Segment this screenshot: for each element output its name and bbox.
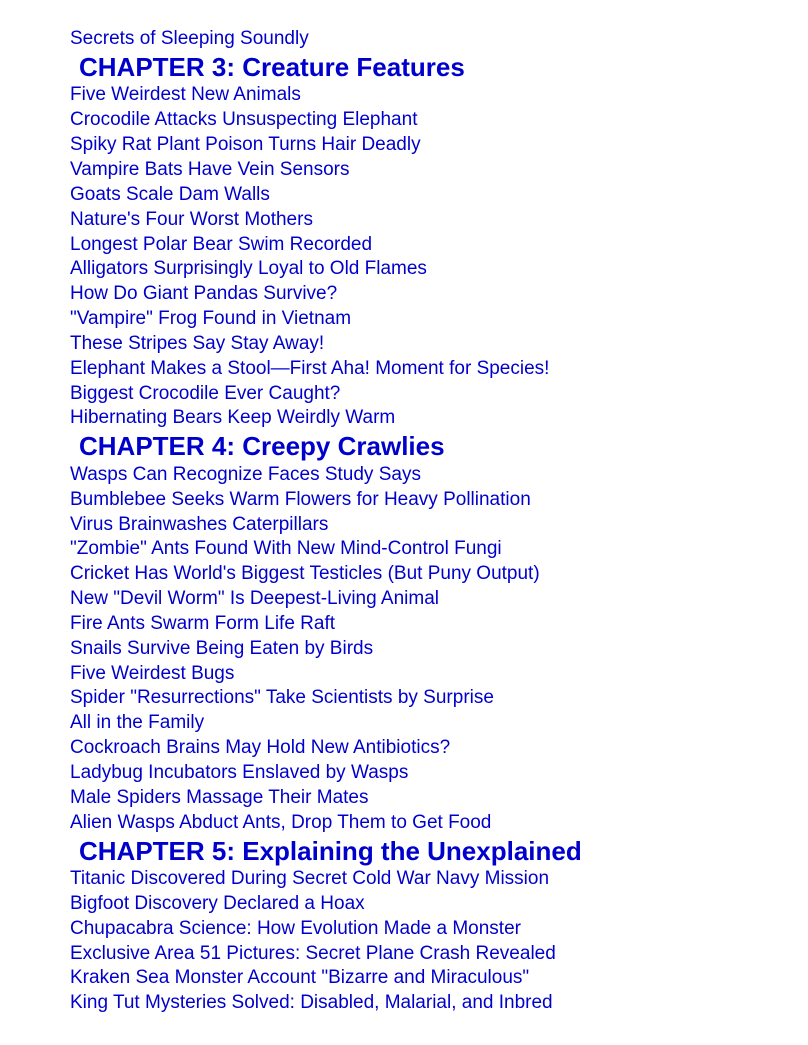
toc-link[interactable]: Five Weirdest Bugs	[70, 662, 235, 684]
toc-link[interactable]: Bigfoot Discovery Declared a Hoax	[70, 892, 365, 914]
toc-link[interactable]: Male Spiders Massage Their Mates	[70, 786, 369, 808]
toc-link[interactable]: These Stripes Say Stay Away!	[70, 332, 325, 354]
toc-link[interactable]: Five Weirdest New Animals	[70, 84, 301, 106]
toc-link[interactable]: Titanic Discovered During Secret Cold War Navy Mission	[70, 868, 550, 890]
toc-link[interactable]: Wasps Can Recognize Faces Study Says	[70, 463, 421, 485]
toc-link[interactable]: Nature's Four Worst Mothers	[70, 208, 313, 230]
toc-link[interactable]: Alien Wasps Abduct Ants, Drop Them to Get Food	[70, 811, 492, 833]
chapter-heading[interactable]: CHAPTER 4: Creepy Crawlies	[79, 431, 445, 462]
toc-link[interactable]: Hibernating Bears Keep Weirdly Warm	[70, 407, 396, 429]
toc-link[interactable]: How Do Giant Pandas Survive?	[70, 283, 338, 305]
toc-link[interactable]: Fire Ants Swarm Form Life Raft	[70, 612, 336, 634]
toc-link[interactable]: Spiky Rat Plant Poison Turns Hair Deadly	[70, 134, 421, 156]
table-of-contents	[70, 27, 790, 1016]
toc-link[interactable]: Goats Scale Dam Walls	[70, 183, 270, 205]
chapter-heading[interactable]: CHAPTER 3: Creature Features	[79, 51, 465, 82]
toc-link[interactable]: Ladybug Incubators Enslaved by Wasps	[70, 761, 409, 783]
toc-link[interactable]: Kraken Sea Monster Account "Bizarre and Miraculous"	[70, 967, 530, 989]
toc-link[interactable]: Spider "Resurrections" Take Scientists by Surprise	[70, 687, 494, 709]
toc-link[interactable]: Virus Brainwashes Caterpillars	[70, 513, 329, 535]
toc-link[interactable]: Biggest Crocodile Ever Caught?	[70, 382, 341, 404]
toc-link[interactable]: Bumblebee Seeks Warm Flowers for Heavy Pollination	[70, 488, 531, 510]
toc-link[interactable]: Secrets of Sleeping Soundly	[70, 28, 309, 49]
toc-link[interactable]: Elephant Makes a Stool—First Aha! Moment for Species!	[70, 357, 550, 379]
toc-link[interactable]: King Tut Mysteries Solved: Disabled, Malarial, and Inbred	[70, 992, 553, 1014]
toc-link[interactable]: Longest Polar Bear Swim Recorded	[70, 233, 373, 255]
toc-link[interactable]: Cockroach Brains May Hold New Antibiotics?	[70, 737, 451, 759]
toc-link[interactable]: All in the Family	[70, 712, 205, 734]
toc-link[interactable]: "Vampire" Frog Found in Vietnam	[70, 308, 352, 330]
toc-link[interactable]: Exclusive Area 51 Pictures: Secret Plane Crash Revealed	[70, 942, 556, 964]
toc-link[interactable]: Chupacabra Science: How Evolution Made a Monster	[70, 917, 521, 939]
toc-link[interactable]: "Zombie" Ants Found With New Mind-Control Fungi	[70, 538, 502, 560]
toc-link[interactable]: Snails Survive Being Eaten by Birds	[70, 637, 374, 659]
toc-link[interactable]: Cricket Has World's Biggest Testicles (But Puny Output)	[70, 563, 540, 585]
toc-link[interactable]: New "Devil Worm" Is Deepest-Living Animal	[70, 588, 439, 610]
toc-link[interactable]: Alligators Surprisingly Loyal to Old Flames	[70, 258, 427, 280]
toc-link[interactable]: Vampire Bats Have Vein Sensors	[70, 158, 350, 180]
chapter-heading[interactable]: CHAPTER 5: Explaining the Unexplained	[79, 835, 582, 866]
toc-link[interactable]: Crocodile Attacks Unsuspecting Elephant	[70, 109, 418, 131]
